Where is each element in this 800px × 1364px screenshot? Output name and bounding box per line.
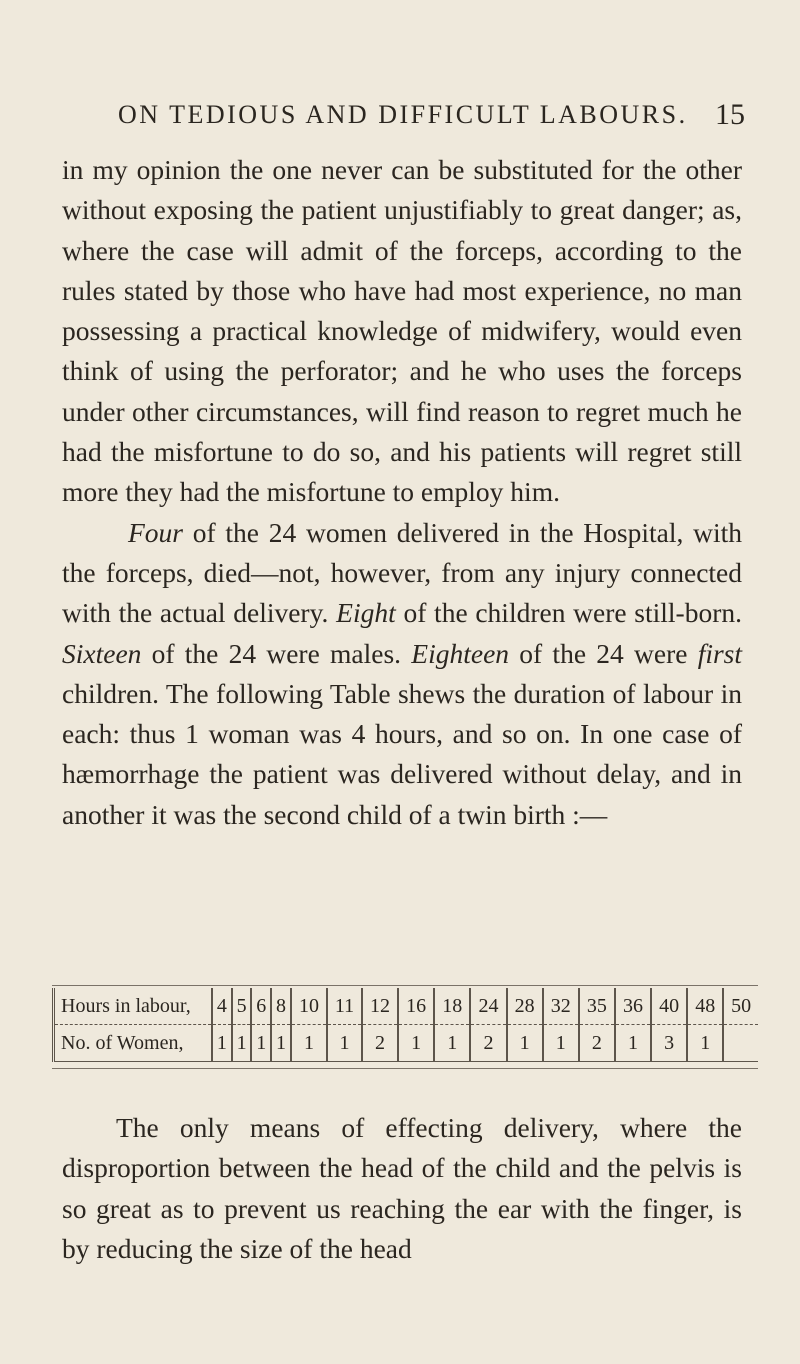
women-cell: 1: [232, 1025, 252, 1062]
hours-cell: 40: [651, 988, 687, 1025]
women-cell: 1: [507, 1025, 543, 1062]
labour-duration-table: [52, 985, 758, 1069]
sentence-3: of the 24 were males.: [141, 637, 412, 669]
emphasis-first: first: [697, 637, 743, 669]
hours-cell: 24: [470, 988, 506, 1025]
women-cell: 1: [398, 1025, 434, 1062]
body-text: [62, 150, 742, 835]
paragraph-3: The only means of effecting delivery, where the disproportion between the head of the child and the pelvis is so great as to prevent us reaching the ear with the finger, is by reducing the size of the head: [62, 1112, 742, 1264]
hours-cell: 11: [327, 988, 362, 1025]
hours-cell: 16: [398, 988, 434, 1025]
running-head: ON TEDIOUS AND DIFFICULT LABOURS.: [118, 100, 688, 129]
women-cell: 1: [434, 1025, 470, 1062]
sentence-4a: of the 24 were: [509, 637, 698, 669]
emphasis-eight: Eight: [336, 597, 396, 629]
women-cell: 2: [470, 1025, 506, 1062]
women-cell: 1: [543, 1025, 579, 1062]
hours-cell: 18: [434, 988, 470, 1025]
women-label: No. of Women,: [54, 1025, 213, 1062]
emphasis-eighteen: Eighteen: [411, 637, 510, 669]
hours-cell: 10: [291, 988, 327, 1025]
women-cell: 1: [271, 1025, 291, 1062]
women-cell: 1: [615, 1025, 651, 1062]
table-top-rule: [52, 985, 758, 986]
labour-table: [52, 988, 758, 1062]
women-cell: 2: [579, 1025, 615, 1062]
paragraph-2: [62, 513, 742, 835]
paragraph-1: in my opinion the one never can be substituted for the other without exposing the patient unjustifiably to great danger; as, where the case will admit of the forceps, according to the rules stated by those who have had most experience, no man possessing a practical knowledge of midwifery, would even think of using the perforator; and he who uses the forceps under other circumstances, will find reason to regret much he had the misfortune to do so, and his patients will regret still more they had the misfortune to employ him.: [62, 154, 742, 508]
body-text-continued: [62, 1108, 742, 1269]
women-cell: 1: [327, 1025, 362, 1062]
women-cell: 1: [212, 1025, 232, 1062]
table-bottom-rule: [52, 1068, 758, 1069]
women-cell: 1: [687, 1025, 723, 1062]
women-row: [54, 1025, 759, 1062]
hours-row: [54, 988, 759, 1025]
page-number: 15: [715, 98, 745, 131]
emphasis-sixteen: Sixteen: [62, 637, 142, 669]
hours-cell: 5: [232, 988, 252, 1025]
women-cell: 1: [291, 1025, 327, 1062]
women-cell: 3: [651, 1025, 687, 1062]
hours-cell: 12: [362, 988, 398, 1025]
women-cell: [723, 1025, 758, 1062]
sentence-2: of the children were still-born.: [395, 597, 742, 629]
hours-cell: 6: [251, 988, 271, 1025]
hours-cell: 36: [615, 988, 651, 1025]
women-cell: 2: [362, 1025, 398, 1062]
hours-cell: 8: [271, 988, 291, 1025]
hours-cell: 50: [723, 988, 758, 1025]
hours-label: Hours in labour,: [54, 988, 213, 1025]
hours-cell: 35: [579, 988, 615, 1025]
hours-cell: 4: [212, 988, 232, 1025]
sentence-4b: children. The following Table shews the duration of labour in each: thus 1 woman was 4 hours, and so on. In one case of hæmorrhage the patient was delivered without delay, and in another it was the second child of a twin birth :—: [62, 677, 742, 830]
hours-cell: 32: [543, 988, 579, 1025]
hours-cell: 28: [507, 988, 543, 1025]
hours-cell: 48: [687, 988, 723, 1025]
women-cell: 1: [251, 1025, 271, 1062]
sentence-1: of the 24 women delivered in the Hospital, with the forceps, died—not, however, from any injury connected with the actual delivery.: [62, 516, 742, 629]
emphasis-four: Four: [128, 516, 183, 548]
